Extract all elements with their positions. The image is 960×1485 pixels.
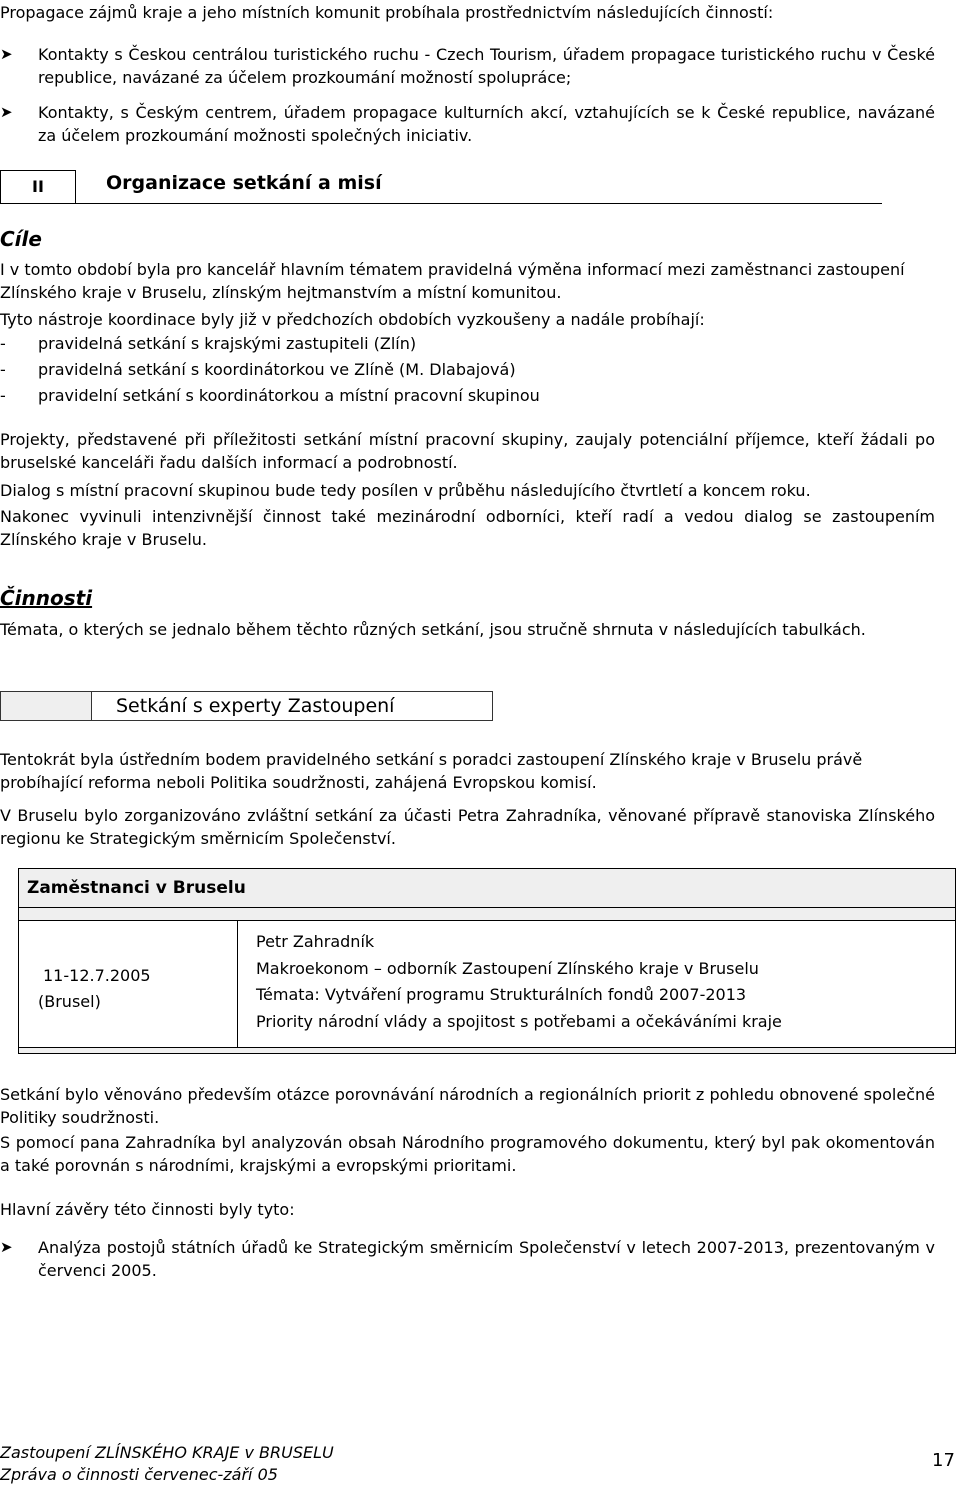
staff-table-header: Zaměstnanci v Bruselu (19, 869, 955, 908)
arrow-bullet-icon: ➤ (0, 1238, 13, 1256)
subheading-marker (0, 691, 92, 721)
closing-bullet-text: Analýza postojů státních úřadů ke Strategickým směrnicím Společenství v letech 2007-2013, prezentovaným v červenci 2005. (38, 1238, 935, 1280)
staff-table-row (19, 920, 955, 1048)
closing-paragraph: Setkání bylo věnováno především otázce porovnávání národních a regionálních priorit z pohledu obnovené společné Politiky soudržnosti. (0, 1085, 935, 1127)
dash-item: - pravidelná setkání s koordinátorkou ve Zlíně (M. Dlabajová) (0, 357, 935, 383)
dash-item: - pravidelná setkání s krajskými zastupiteli (Zlín) (0, 331, 935, 357)
section-rule (76, 203, 882, 204)
closing-paragraph: Hlavní závěry této činnosti byly tyto: (0, 1200, 295, 1219)
goals-paragraph: Nakonec vyvinuli intenzivnější činnost také mezinárodní odborníci, kteří radí a vedou dialog se zastoupením Zlínského kraje v Bruselu. (0, 507, 935, 549)
staff-table (18, 868, 956, 1054)
activities-paragraph: Tentokrát byla ústředním bodem pravidelného setkání s poradci zastoupení Zlínského kraje v Bruselu právě probíhající reforma neboli Politika soudržnosti, zahájená Evropskou komisí. (0, 750, 863, 792)
section-title: Organizace setkání a misí (106, 172, 382, 194)
goals-paragraph: I v tomto období byla pro kancelář hlavním tématem pravidelná výměna informací mezi zaměstnanci zastoupení Zlínského kraje v Bruselu, zlínským hejtmanstvím a místní komunitou. (0, 260, 905, 302)
activities-heading: Činnosti (0, 586, 93, 610)
arrow-bullet-icon: ➤ (0, 45, 13, 63)
table-info-cell (256, 929, 782, 1035)
closing-paragraph: S pomocí pana Zahradníka byl analyzován obsah Národního programového dokumentu, který byl pak okomentován a také porovnán s národními, krajskými a evropskými prioritami. (0, 1133, 935, 1175)
intro-text: Propagace zájmů kraje a jeho místních komunit probíhala prostřednictvím následujících činností: (0, 3, 774, 22)
activities-paragraph: V Bruselu bylo zorganizováno zvláštní setkání za účasti Petra Zahradníka, věnované přípravě stanoviska Zlínského regionu ke Strategickým směrnicím Společenství. (0, 806, 935, 848)
goals-paragraph: Tyto nástroje koordinace byly již v předchozích obdobích vyzkoušeny a nadále probíhají: (0, 310, 705, 329)
closing-bullet (0, 1236, 935, 1282)
table-place: (Brusel) (38, 992, 101, 1011)
table-info-line: Petr Zahradník (256, 932, 375, 951)
dash-item-text: pravidelní setkání s koordinátorkou a místní pracovní skupinou (38, 386, 540, 405)
page-number: 17 (932, 1450, 955, 1471)
goals-paragraph: Dialog s místní pracovní skupinou bude tedy posílen v průběhu následujícího čtvrtletí a koncem roku. (0, 481, 811, 500)
footer-organization: Zastoupení ZLÍNSKÉHO KRAJE v BRUSELU (0, 1443, 334, 1462)
activities-paragraph: Témata, o kterých se jednalo během těchto různých setkání, jsou stručně shrnuta v následujících tabulkách. (0, 620, 866, 639)
dash-item: - pravidelní setkání s koordinátorkou a místní pracovní skupinou (0, 383, 935, 409)
goals-heading: Cíle (0, 227, 42, 251)
intro-bullet-text: Kontakty, s Českým centrem, úřadem propagace kulturních akcí, vztahujících se k České republice, navázané za účelem prozkoumání možnosti společných iniciativ. (38, 103, 935, 145)
subheading: Setkání s experty Zastoupení (92, 691, 493, 721)
table-date: 11-12.7.2005 (43, 966, 151, 985)
intro-bullet-text: Kontakty s Českou centrálou turistického ruchu - Czech Tourism, úřadem propagace turistického ruchu v České republice, navázané za účelem prozkoumání možností spolupráce; (38, 45, 935, 87)
table-info-line: Témata: Vytváření programu Strukturálních fondů 2007-2013 (256, 985, 747, 1004)
table-info-line: Priority národní vlády a spojitost s potřebami a očekáváními kraje (256, 1011, 782, 1031)
footer-report: Zpráva o činnosti červenec-září 05 (0, 1465, 278, 1484)
table-date-cell (19, 921, 238, 1047)
intro-bullet (0, 43, 935, 89)
dash-item-text: pravidelná setkání s krajskými zastupiteli (Zlín) (38, 334, 417, 353)
table-info-line: Makroekonom – odborník Zastoupení Zlínského kraje v Bruselu (256, 958, 759, 978)
section-number: II (0, 170, 76, 204)
intro-bullet (0, 101, 935, 147)
goals-paragraph: Projekty, představené při příležitosti setkání místní pracovní skupiny, zaujaly potenciální příjemce, kteří žádali po bruselské kanceláři řadu dalších informací a podrobností. (0, 430, 935, 472)
dash-item-text: pravidelná setkání s koordinátorkou ve Zlíně (M. Dlabajová) (38, 360, 516, 379)
arrow-bullet-icon: ➤ (0, 103, 13, 121)
